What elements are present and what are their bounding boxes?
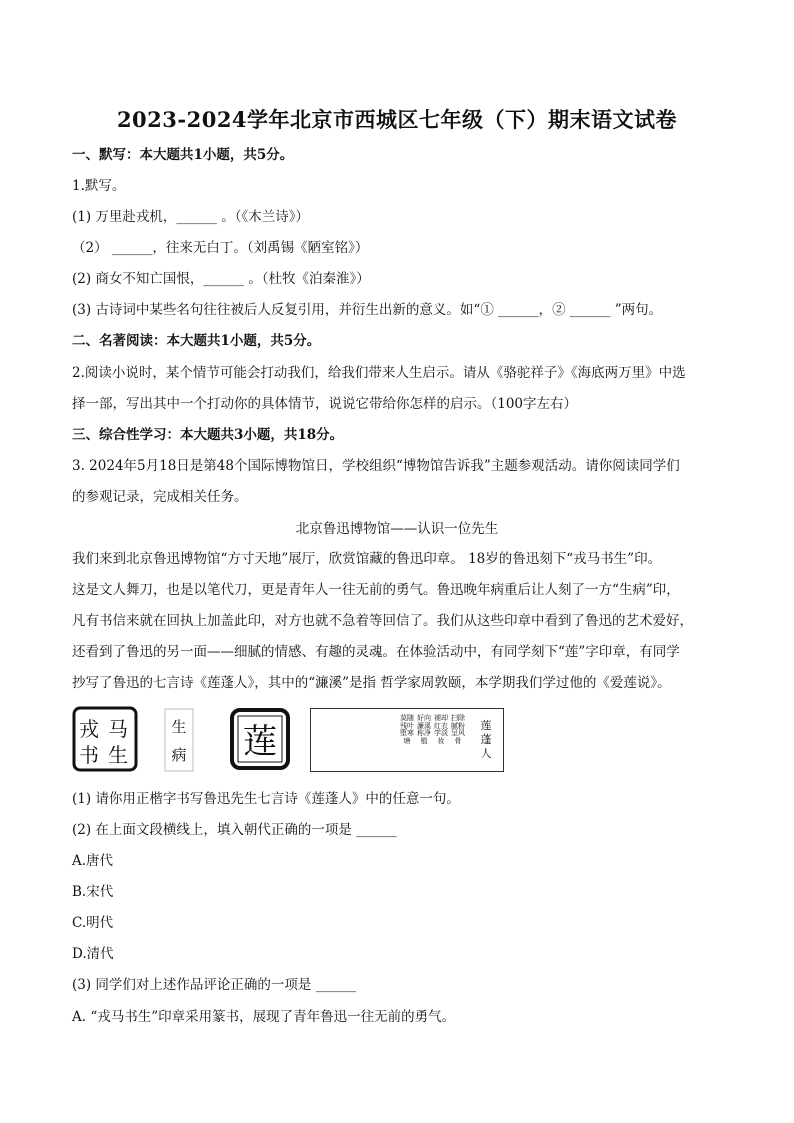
svg-text:生: 生 — [171, 718, 187, 736]
question-3-sub-1: (1) 请你用正楷字书写鲁迅先生七言诗《莲蓬人》中的任意一句。 — [72, 791, 460, 807]
seal-lian-image — [230, 708, 290, 770]
question-3-line-2: 的参观记录，完成相关任务。 — [72, 489, 248, 505]
poem-line-column: 褪却红衣学淡妆 — [434, 714, 448, 745]
question-1-item-3: (2) 商女不知亡国恨，______ 。（杜牧《泊秦淮》） — [72, 271, 370, 287]
svg-text:书: 书 — [79, 743, 99, 767]
record-paragraph-line-3: 凡有书信来就在回执上加盖此印，对方也就不急着等回信了。我们从这些印章中看到了鲁迅的艺术爱好， — [72, 613, 693, 629]
question-1-item-2: （2） ______，往来无白丁。（刘禹锡《陋室铭》） — [72, 240, 369, 256]
question-1: 1.默写。 — [72, 178, 126, 194]
exam-title: 2023-2024学年北京市西城区七年级（下）期末语文试卷 — [116, 107, 678, 132]
option-a: A.唐代 — [72, 853, 114, 869]
question-3-sub-2: (2) 在上面文段横线上，填入朝代正确的一项是 ______ — [72, 822, 397, 838]
poem-line-column: 莫随残叶堕寒塘 — [400, 714, 414, 745]
section-1-heading: 一、默写：本大题共1小题，共5分。 — [72, 147, 294, 163]
question-1-item-1: (1) 万里赴戎机，______ 。（《木兰诗》） — [72, 209, 309, 225]
section-2-heading: 二、名著阅读：本大题共1小题，共5分。 — [72, 333, 321, 349]
poem-lianpengren-image — [310, 708, 504, 772]
seal-rongma-shusheng-image — [72, 706, 138, 772]
seal-shengbing-image — [164, 708, 194, 772]
record-paragraph-line-2: 这是文人舞刀，也是以笔代刀，更是青年人一往无前的勇气。鲁迅晚年病重后让人刻了一方“生病”印， — [72, 582, 680, 598]
svg-text:病: 病 — [171, 746, 187, 764]
record-paragraph-line-5: 抄写了鲁迅的七言诗《莲蓬人》，其中的“濂溪”是指 哲学家周敦颐，本学期我们学过他的《爱莲说》。 — [72, 675, 671, 691]
question-2-line-1: 2.阅读小说时，某个情节可能会打动我们，给我们带来人生启示。请从《骆驼祥子》《海底两万里》中选 — [72, 365, 686, 381]
svg-text:马: 马 — [108, 717, 128, 741]
question-3-sub-3: (3) 同学们对上述作品评论正确的一项是 ______ — [72, 977, 357, 993]
svg-text:戎: 戎 — [79, 717, 99, 741]
record-paragraph-line-4: 还看到了鲁迅的另一面——细腻的情感、有趣的灵魂。在体验活动中，有同学刻下“莲”字印章，有同学 — [72, 644, 680, 660]
question-1-item-4: (3) 古诗词中某些名句往往被后人反复引用，并衍生出新的意义。如“① ______，② ______ ”两句。 — [72, 302, 663, 318]
svg-text:莲: 莲 — [243, 722, 277, 762]
svg-text:生: 生 — [108, 743, 128, 767]
question-3-line-1: 3. 2024年5月18日是第48个国际博物馆日，学校组织“博物馆告诉我”主题参观活动。请你阅读同学们 — [72, 458, 680, 474]
question-3-sub-3-option-a: A. “戎马书生”印章采用篆书，展现了青年鲁迅一往无前的勇气。 — [72, 1009, 456, 1025]
poem-line-column: 扫除腻粉呈风骨 — [451, 714, 465, 745]
section-3-heading: 三、综合性学习：本大题共3小题，共18分。 — [72, 427, 344, 443]
question-2-line-2: 择一部，写出其中一个打动你的具体情节，说说它带给你怎样的启示。（100字左右） — [72, 396, 578, 412]
poem-title-column: 莲蓬人 — [480, 719, 492, 760]
option-b: B.宋代 — [72, 884, 114, 900]
seal-images-strip — [72, 706, 508, 776]
poem-line-column: 好向濂溪称净植 — [417, 714, 431, 745]
option-d: D.清代 — [72, 946, 114, 962]
record-paragraph-line-1: 我们来到北京鲁迅博物馆“方寸天地”展厅，欣赏馆藏的鲁迅印章。 18岁的鲁迅刻下“戎马书生”印。 — [72, 551, 662, 567]
record-title: 北京鲁迅博物馆——认识一位先生 — [295, 521, 499, 537]
option-c: C.明代 — [72, 915, 114, 931]
